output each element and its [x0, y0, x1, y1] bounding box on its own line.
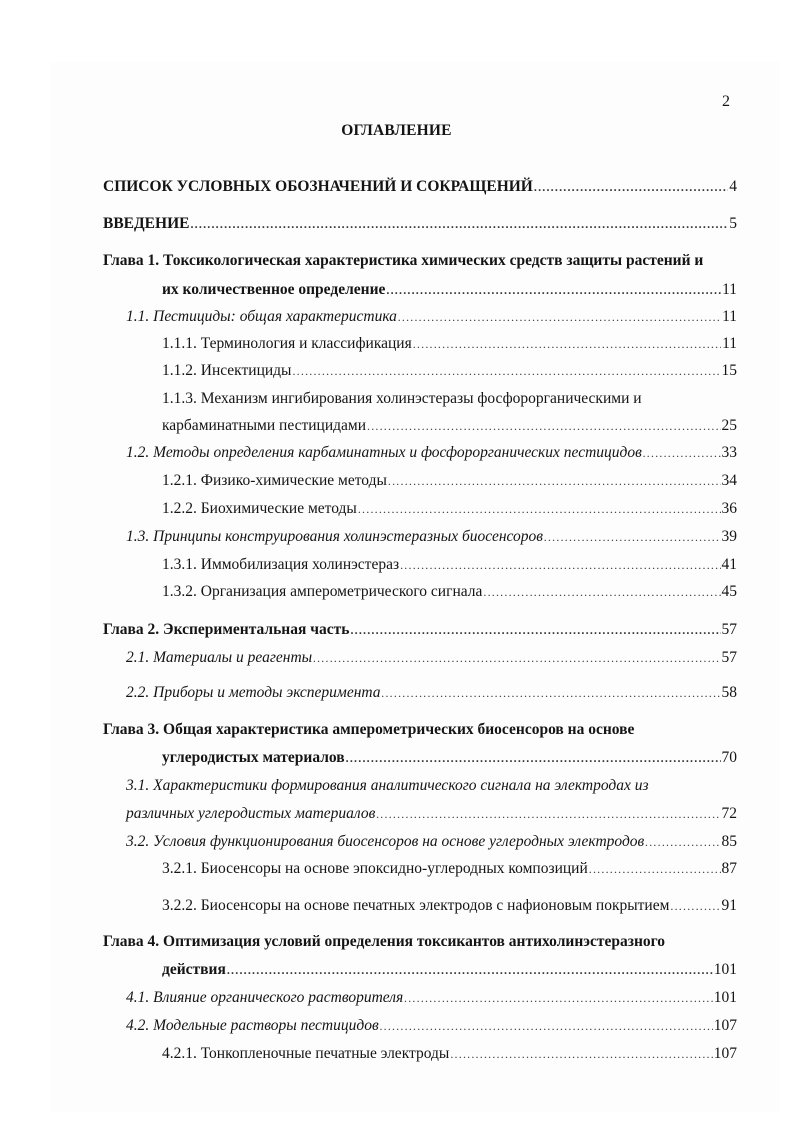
dot-leader — [313, 648, 720, 668]
toc-page-number: 15 — [721, 362, 737, 379]
dot-leader — [190, 214, 728, 234]
toc-page-number: 85 — [721, 833, 737, 850]
toc-page-number: 101 — [713, 961, 737, 978]
dot-leader — [645, 832, 720, 852]
toc-entry-subsection-1-2-2[interactable]: 1.2.2. Биохимические методы ..... 36 — [162, 499, 737, 519]
toc-entry-subsection-3-2-2[interactable]: 3.2.2. Биосенсоры на основе печатных электродов с нафионовым покрытием ..... 91 — [162, 896, 737, 916]
toc-page-number: 87 — [721, 860, 737, 877]
toc-page-number: 91 — [721, 897, 737, 914]
dot-leader — [534, 177, 728, 197]
toc-entry-section-1-2[interactable]: 1.2. Методы определения карбаминатных и фосфорорганических пестицидов ..... 33 — [126, 443, 737, 463]
toc-entry-chapter-2[interactable]: Глава 2. Экспериментальная часть ..... 57 — [103, 620, 737, 640]
toc-entry-section-2-1[interactable]: 2.1. Материалы и реагенты ..... 57 — [126, 648, 737, 668]
toc-entry-section-4-1[interactable]: 4.1. Влияние органического растворителя ..... 101 — [126, 988, 737, 1008]
toc-entry-chapter-3[interactable]: Глава 3. Общая характеристика амперометрических биосенсоров на основе — [103, 721, 635, 738]
toc-entry-subsection-3-2-1[interactable]: 3.2.1. Биосенсоры на основе эпоксидно-углеродных композиций ..... 87 — [162, 859, 737, 879]
toc-page-number: 34 — [721, 472, 737, 489]
dot-leader — [400, 555, 720, 575]
toc-entry-subsection-1-2-1[interactable]: 1.2.1. Физико-химические методы ..... 34 — [162, 471, 737, 491]
toc-entry-subsection-1-1-3-cont[interactable]: карбаминатными пестицидами ..... 25 — [162, 416, 737, 436]
toc-entry-chapter-4-cont[interactable]: действия ..... 101 — [162, 960, 737, 980]
dot-leader — [398, 307, 721, 327]
dot-leader — [350, 620, 720, 640]
toc-entry-subsection-4-2-1[interactable]: 4.2.1. Тонкопленочные печатные электроды ..... 107 — [162, 1044, 737, 1064]
toc-entry-section-1-1[interactable]: 1.1. Пестициды: общая характеристика ..... 11 — [126, 307, 737, 327]
dot-leader — [404, 988, 712, 1008]
toc-page-number: 57 — [721, 649, 737, 666]
dot-leader — [380, 1016, 713, 1036]
toc-entry-introduction[interactable]: ВВЕДЕНИЕ ..... 5 — [103, 214, 737, 234]
dot-leader — [376, 804, 720, 824]
toc-entry-subsection-1-1-2[interactable]: 1.1.2. Инсектициды ..... 15 — [162, 361, 737, 381]
toc-entry-section-3-1[interactable]: 3.1. Характеристики формирования аналитического сигнала на электродах из — [126, 777, 649, 794]
dot-leader — [413, 334, 721, 354]
dot-leader — [386, 280, 721, 300]
dot-leader — [483, 582, 720, 602]
dot-leader — [382, 683, 721, 703]
toc-entry-abbreviations[interactable]: СПИСОК УСЛОВНЫХ ОБОЗНАЧЕНИЙ И СОКРАЩЕНИЙ ..... 4 — [103, 177, 737, 197]
dot-leader — [292, 361, 720, 381]
dot-leader — [367, 416, 721, 436]
dot-leader — [450, 1044, 712, 1064]
dot-leader — [227, 960, 713, 980]
toc-page-number: 11 — [722, 335, 737, 352]
dot-leader — [544, 527, 720, 547]
toc-entry-section-4-2[interactable]: 4.2. Модельные растворы пестицидов ..... 107 — [126, 1016, 737, 1036]
toc-entry-subsection-1-1-3[interactable]: 1.1.3. Механизм ингибирования холинэстеразы фосфорорганическими и — [162, 390, 642, 407]
toc-page-number: 107 — [713, 1017, 737, 1034]
toc-page-number: 39 — [721, 528, 737, 545]
toc-entry-section-3-1-cont[interactable]: различных углеродистых материалов ..... 72 — [126, 804, 737, 824]
page-number: 2 — [722, 93, 730, 110]
toc-entry-chapter-1-cont[interactable]: их количественное определение ..... 11 — [162, 280, 737, 300]
toc-entry-section-1-3[interactable]: 1.3. Принципы конструирования холинэстеразных биосенсоров ..... 39 — [126, 527, 737, 547]
toc-page-number: 58 — [721, 684, 737, 701]
toc-page-number: 11 — [722, 281, 737, 298]
toc-entry-section-3-2[interactable]: 3.2. Условия функционирования биосенсоров на основе углеродных электродов ..... 85 — [126, 832, 737, 852]
page-title: ОГЛАВЛЕНИЕ — [341, 122, 452, 139]
dot-leader — [388, 471, 721, 491]
toc-page-number: 33 — [721, 444, 737, 461]
toc-entry-chapter-1[interactable]: Глава 1. Токсикологическая характеристика химических средств защиты растений и — [103, 252, 704, 269]
toc-page-number: 41 — [721, 556, 737, 573]
toc-entry-chapter-4[interactable]: Глава 4. Оптимизация условий определения токсикантов антихолинэстеразного — [103, 933, 666, 950]
toc-entry-subsection-1-3-1[interactable]: 1.3.1. Иммобилизация холинэстераз ..... 41 — [162, 555, 737, 575]
toc-page-number: 11 — [722, 308, 737, 325]
toc-page-number: 72 — [721, 805, 737, 822]
toc-page-number: 25 — [721, 417, 737, 434]
toc-page-number: 70 — [721, 749, 737, 766]
dot-leader — [589, 859, 721, 879]
dot-leader — [643, 443, 721, 463]
toc-page-number: 45 — [721, 583, 737, 600]
dot-leader — [346, 748, 721, 768]
toc-page-number: 4 — [729, 178, 737, 195]
toc-entry-chapter-3-cont[interactable]: углеродистых материалов ..... 70 — [162, 748, 737, 768]
toc-entry-subsection-1-1-1[interactable]: 1.1.1. Терминология и классификация ..... 11 — [162, 334, 737, 354]
toc-entry-section-2-2[interactable]: 2.2. Приборы и методы эксперимента ..... 58 — [126, 683, 737, 703]
toc-page-number: 101 — [713, 989, 737, 1006]
dot-leader — [670, 896, 720, 916]
toc-page-number: 5 — [729, 215, 737, 232]
toc-page-number: 107 — [713, 1045, 737, 1062]
toc-entry-subsection-1-3-2[interactable]: 1.3.2. Организация амперометрического сигнала ..... 45 — [162, 582, 737, 602]
toc-page-number: 36 — [721, 500, 737, 517]
dot-leader — [358, 499, 721, 519]
toc-page-number: 57 — [721, 621, 737, 638]
